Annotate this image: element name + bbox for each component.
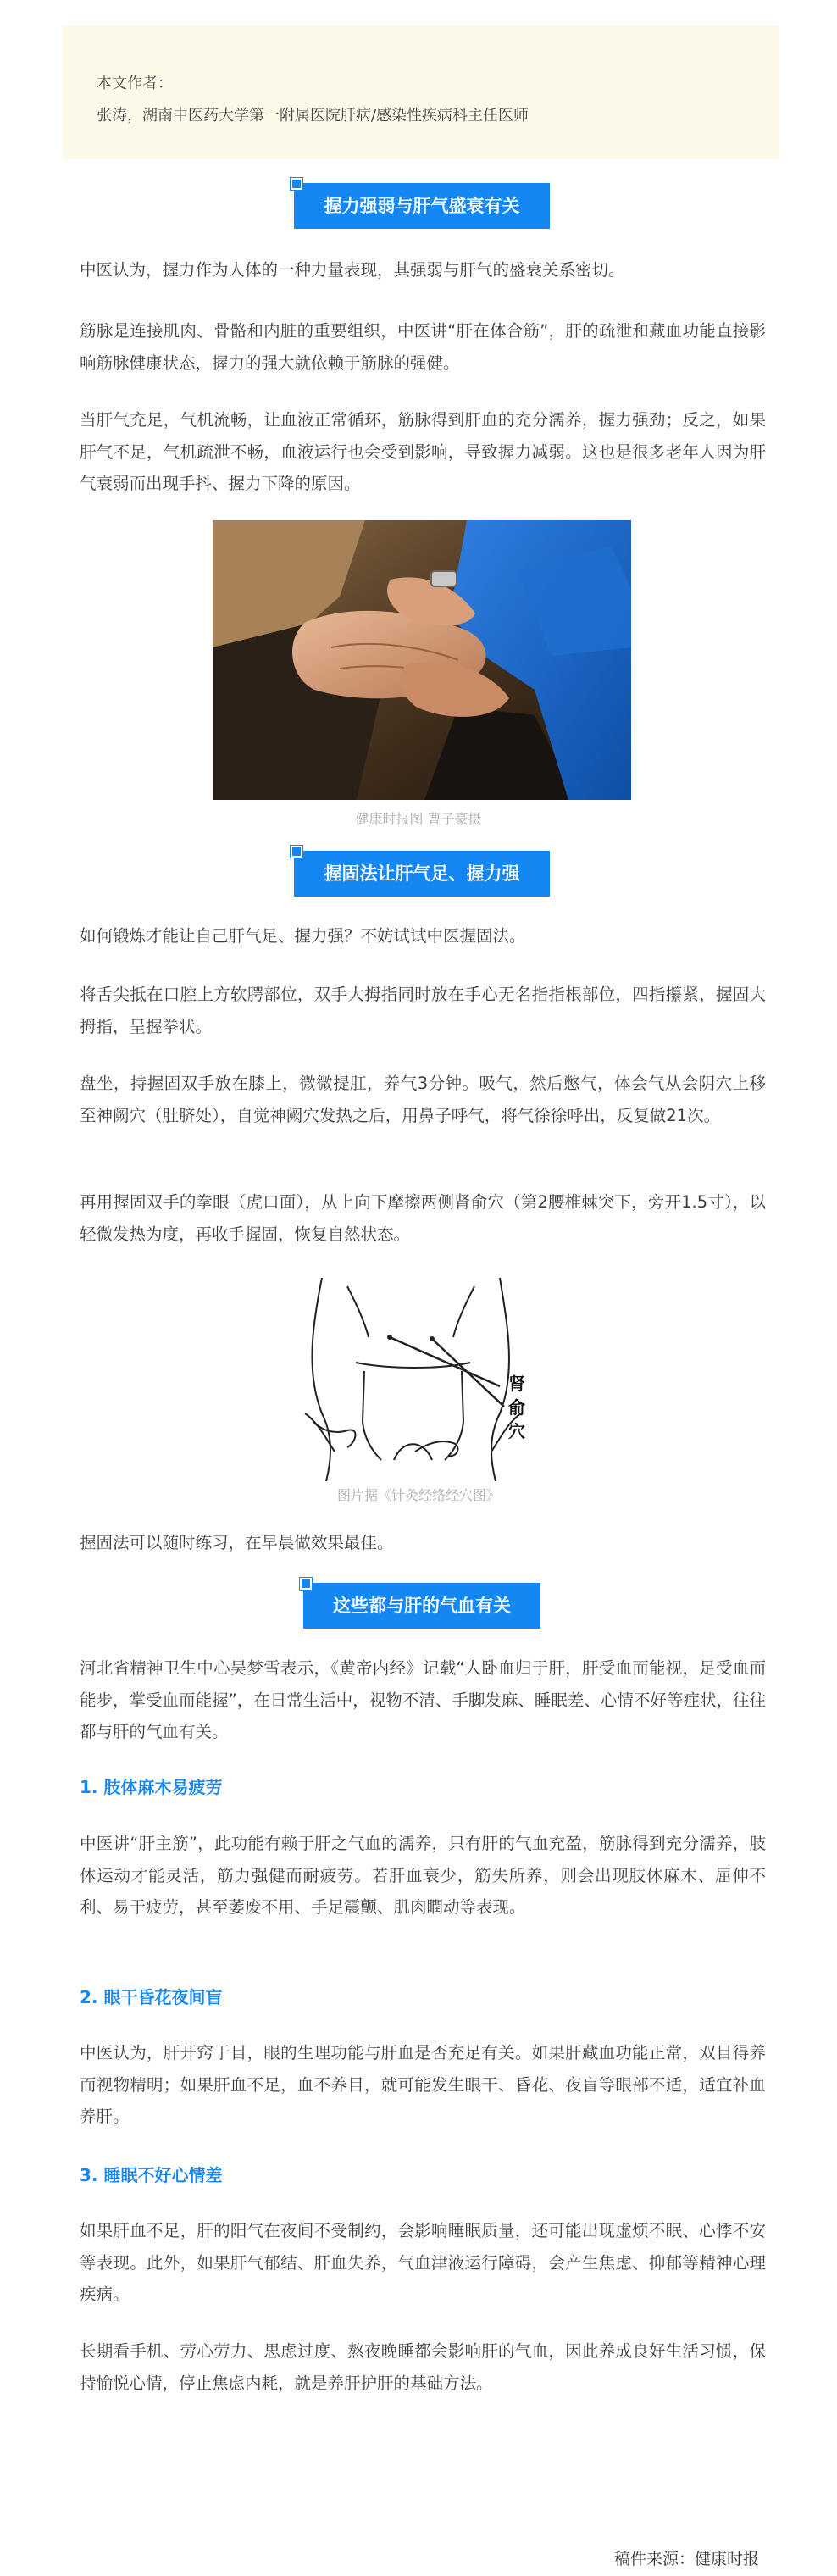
corner-square-icon xyxy=(291,178,302,190)
paragraph: 如何锻炼才能让自己肝气足、握力强？不妨试试中医握固法。 xyxy=(80,926,526,946)
paragraph: 盘坐，持握固双手放在膝上，微微提肛，养气3分钟。吸气，然后憋气，体会气从会阴穴上移至神阙穴（肚脐处），自觉神阙穴发热之后，用鼻子呼气，将气徐徐呼出，反复做21次。 xyxy=(80,1074,766,1125)
section-title-2 xyxy=(0,851,837,897)
paragraph: 筋脉是连接肌肉、骨骼和内脏的重要组织，中医讲“肝在体合筋”，肝的疏泄和藏血功能直接影响筋脉健康状态，握力的强大就依赖于筋脉的强健。 xyxy=(80,321,766,373)
figure-label-char: 俞 xyxy=(508,1397,525,1418)
section-title-label: 这些都与肝的气血有关 xyxy=(303,1583,540,1629)
paragraph: 中医讲“肝主筋”，此功能有赖于肝之气血的濡养，只有肝的气血充盈，筋脉得到充分濡养，肢体运动才能灵活，筋力强健而耐疲劳。若肝血衰少，筋失所养，则会出现肢体麻木、屈伸不利、易于疲劳，甚至萎废不用、手足震颤、肌肉瞤动等表现。 xyxy=(80,1834,766,1917)
corner-square-icon xyxy=(291,846,302,858)
acupoint-figure xyxy=(288,1269,542,1483)
article-source: 稿件来源：健康时报 xyxy=(613,2550,759,2568)
section-title-3 xyxy=(0,1583,837,1629)
subheading: 1. 肢体麻木易疲劳 xyxy=(80,1777,223,1797)
figure-caption: 图片据《针灸经络经穴图》 xyxy=(336,1487,500,1503)
section-title-label: 握固法让肝气足、握力强 xyxy=(294,851,550,897)
paragraph: 长期看手机、劳心劳力、思虑过度、熬夜晚睡都会影响肝的气血，因此养成良好生活习惯，保持愉悦心情，停止焦虑内耗，就是养肝护肝的基础方法。 xyxy=(80,2341,766,2393)
author-box xyxy=(63,25,779,159)
figure-label-char: 肾 xyxy=(508,1374,525,1394)
author-label: 本文作者： xyxy=(97,75,173,92)
paragraph: 河北省精神卫生中心吴梦雪表示，《黄帝内经》记载“人卧血归于肝，肝受血而能视，足受血而能步，掌受血而能握”，在日常生活中，视物不清、手脚发麻、睡眠差、心情不好等症状，往往都与肝的气血有关。 xyxy=(80,1658,766,1741)
corner-square-icon xyxy=(300,1578,312,1590)
hands-photo xyxy=(213,520,631,800)
photo-caption: 健康时报图 曹子豪摄 xyxy=(355,811,482,827)
paragraph: 再用握固双手的拳眼（虎口面），从上向下摩擦两侧肾俞穴（第2腰椎棘突下，旁开1.5寸），以轻微发热为度，再收手握固，恢复自然状态。 xyxy=(80,1192,766,1244)
author-name: 张涛，湖南中医药大学第一附属医院肝病/感染性疾病科主任医师 xyxy=(97,107,529,125)
paragraph: 当肝气充足，气机流畅，让血液正常循环，筋脉得到肝血的充分濡养，握力强劲；反之，如果肝气不足，气机疏泄不畅，血液运行也会受到影响，导致握力减弱。这也是很多老年人因为肝气衰弱而出现手抖、握力下降的原因。 xyxy=(80,410,766,493)
paragraph: 将舌尖抵在口腔上方软腭部位，双手大拇指同时放在手心无名指指根部位，四指攥紧，握固大拇指，呈握拳状。 xyxy=(80,985,766,1036)
section-title-1 xyxy=(0,183,837,229)
paragraph: 中医认为，握力作为人体的一种力量表现，其强弱与肝气的盛衰关系密切。 xyxy=(80,260,625,280)
section-title-label: 握力强弱与肝气盛衰有关 xyxy=(294,183,550,229)
paragraph: 中医认为，肝开窍于目，眼的生理功能与肝血是否充足有关。如果肝藏血功能正常，双目得养而视物精明；如果肝血不足，血不养目，就可能发生眼干、昏花、夜盲等眼部不适，适宜补血养肝。 xyxy=(80,2043,766,2126)
paragraph: 握固法可以随时练习，在早晨做效果最佳。 xyxy=(80,1533,394,1552)
figure-label-char: 穴 xyxy=(508,1421,525,1441)
paragraph: 如果肝血不足，肝的阳气在夜间不受制约，会影响睡眠质量，还可能出现虚烦不眠、心悸不安等表现。此外，如果肝气郁结、肝血失养，气血津液运行障碍，会产生焦虑、抑郁等精神心理疾病。 xyxy=(80,2221,766,2304)
subheading: 3. 睡眠不好心情差 xyxy=(80,2165,223,2185)
subheading: 2. 眼干昏花夜间盲 xyxy=(80,1987,223,2007)
